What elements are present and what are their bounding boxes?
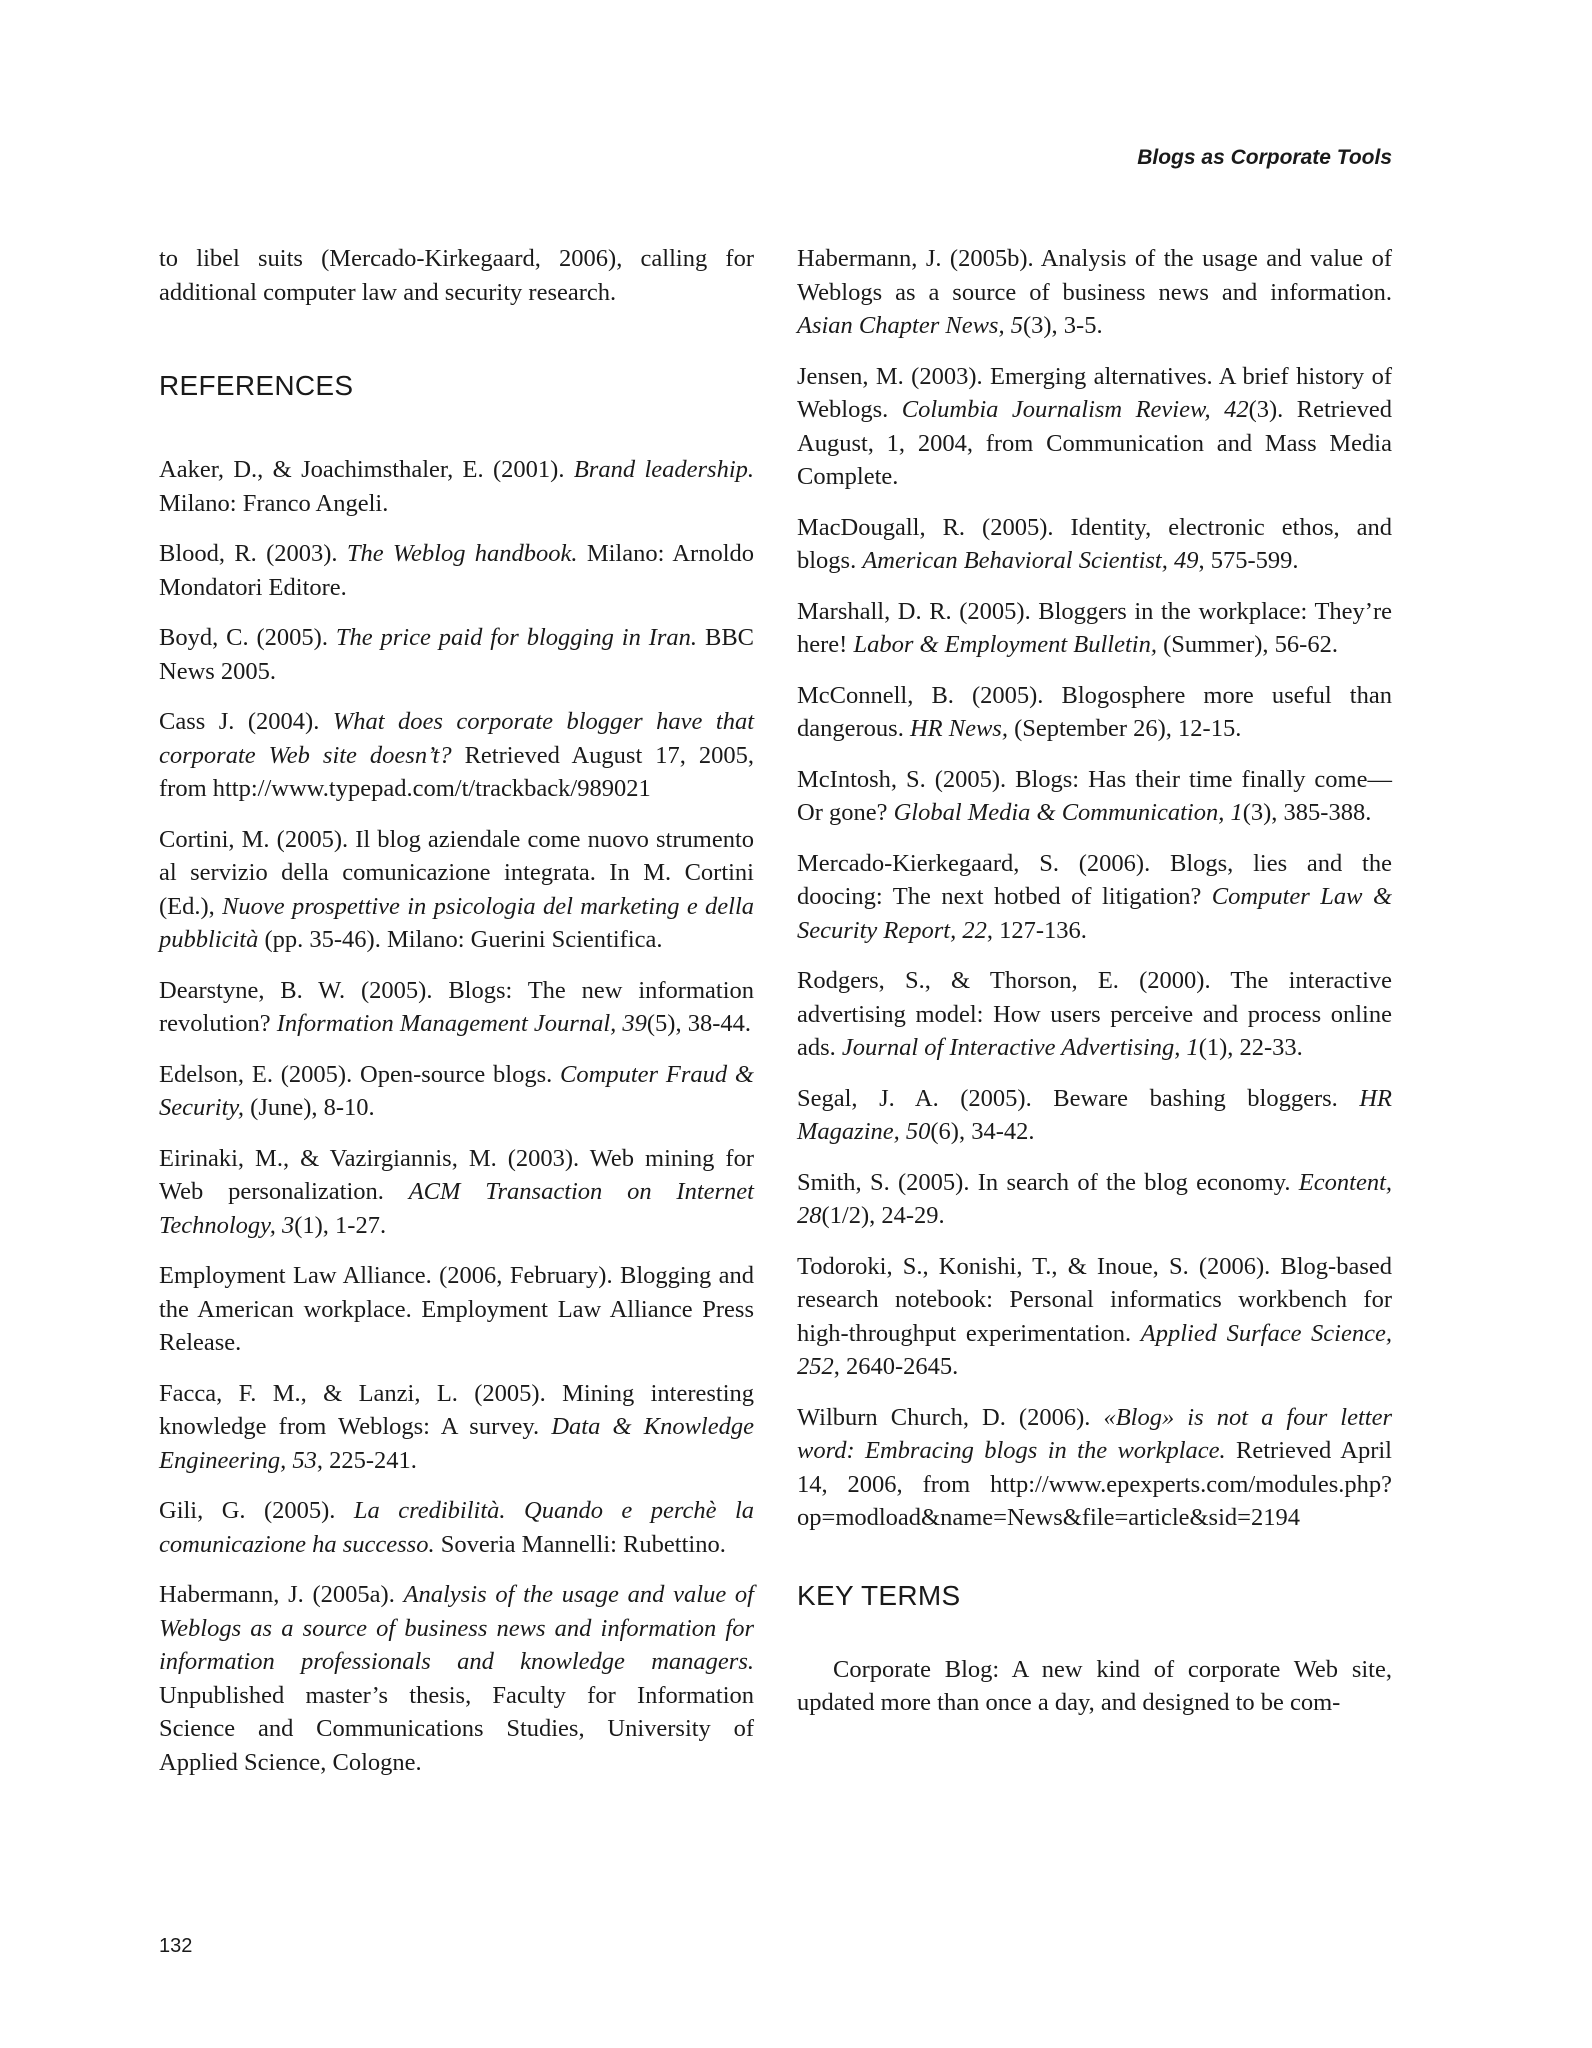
reference-item: Cass J. (2004). What does corporate blogger have that corporate Web site doesn’t? Retrieved August 17, 2005, from http://www.typepad.com/t/trackback/989021 xyxy=(159,708,755,802)
reference-item: Mercado-Kierkegaard, S. (2006). Blogs, lies and the doocing: The next hotbed of litigation? Computer Law & Security Report, 22, 127-136. xyxy=(797,849,1393,944)
reference-item: Boyd, C. (2005). The price paid for blogging in Iran. BBC News 2005. xyxy=(159,624,754,685)
page-number: 132 xyxy=(159,1935,193,1957)
reference-item: Jensen, M. (2003). Emerging alternatives. A brief history of Weblogs. Columbia Journalism Review, 42(3). Retrieved August, 1, 2004, from Communication and Mass Media Complete. xyxy=(797,362,1392,490)
reference-item: Habermann, J. (2005a). Analysis of the usage and value of Weblogs as a source of business news and information for information professionals and knowledge managers. Unpublished master’s thesis, Faculty for Information Science and Communications Studies, University of Applied Science, Cologne. xyxy=(159,1581,754,1776)
reference-item: MacDougall, R. (2005). Identity, electronic ethos, and blogs. American Behavioral Scientist, 49, 575-599. xyxy=(797,513,1392,574)
reference-item: Habermann, J. (2005b). Analysis of the usage and value of Weblogs as a source of business news and information. Asian Chapter News, 5(3), 3-5. xyxy=(797,245,1392,339)
intro-paragraph: to libel suits (Mercado-Kirkegaard, 2006), calling for additional computer law and security research. xyxy=(159,245,754,306)
reference-item: Gili, G. (2005). La credibilità. Quando e perchè la comunicazione ha successo. Soveria Mannelli: Rubettino. xyxy=(159,1497,755,1558)
reference-item: Rodgers, S., & Thorson, E. (2000). The interactive advertising model: How users perceive and process online ads. Journal of Interactive Advertising, 1(1), 22-33. xyxy=(797,967,1392,1061)
reference-item: McConnell, B. (2005). Blogosphere more useful than dangerous. HR News, (September 26), 12-15. xyxy=(797,681,1392,742)
references-list-left xyxy=(159,453,754,1779)
references-heading: REFERENCES xyxy=(159,370,354,401)
reference-item: Wilburn Church, D. (2006). «Blog» is not a four letter word: Embracing blogs in the workplace. Retrieved April 14, 2006, from http://www.epexperts.com/modules.php?op=modload&name=News&file=article&sid=2194 xyxy=(797,1403,1392,1531)
reference-item: Employment Law Alliance. (2006, February). Blogging and the American workplace. Employment Law Alliance Press Release. xyxy=(159,1262,754,1356)
reference-item: Edelson, E. (2005). Open-source blogs. Computer Fraud & Security, (June), 8-10. xyxy=(159,1060,754,1121)
key-terms-heading: KEY TERMS xyxy=(797,1579,961,1611)
reference-item: Blood, R. (2003). The Weblog handbook. Milano: Arnoldo Mondatori Editore. xyxy=(159,540,754,601)
right-column xyxy=(797,242,1392,1720)
reference-item: Smith, S. (2005). In search of the blog economy. Econtent, 28(1/2), 24-29. xyxy=(797,1168,1392,1229)
reference-item: Aaker, D., & Joachimsthaler, E. (2001). Brand leadership. Milano: Franco Angeli. xyxy=(159,456,755,517)
key-terms-definition: Corporate Blog: A new kind of corporate Web site, updated more than once a day, and designed to be com- xyxy=(797,1655,1392,1716)
running-head: Blogs as Corporate Tools xyxy=(1137,146,1392,169)
reference-item: Eirinaki, M., & Vazirgiannis, M. (2003). Web mining for Web personalization. ACM Transaction on Internet Technology, 3(1), 1-27. xyxy=(159,1144,754,1239)
references-list-right xyxy=(797,242,1392,1535)
left-column xyxy=(159,242,754,1779)
reference-item: Segal, J. A. (2005). Beware bashing bloggers. HR Magazine, 50(6), 34-42. xyxy=(797,1084,1392,1145)
reference-item: Facca, F. M., & Lanzi, L. (2005). Mining interesting knowledge from Weblogs: A survey. Data & Knowledge Engineering, 53, 225-241. xyxy=(159,1379,754,1474)
reference-item: Marshall, D. R. (2005). Bloggers in the workplace: They’re here! Labor & Employment Bulletin, (Summer), 56-62. xyxy=(797,597,1392,658)
reference-item: Cortini, M. (2005). Il blog aziendale come nuovo strumento al servizio della comunicazione integrata. In M. Cortini (Ed.), Nuove prospettive in psicologia del marketing e della pubblicità (pp. 35-46). Milano: Guerini Scientifica. xyxy=(159,825,754,953)
reference-item: Todoroki, S., Konishi, T., & Inoue, S. (2006). Blog-based research notebook: Personal informatics workbench for high-throughput experimentation. Applied Surface Science, 252, 2640-2645. xyxy=(797,1252,1392,1380)
reference-item: McIntosh, S. (2005). Blogs: Has their time finally come—Or gone? Global Media & Communication, 1(3), 385-388. xyxy=(797,765,1392,826)
reference-item: Dearstyne, B. W. (2005). Blogs: The new information revolution? Information Management Journal, 39(5), 38-44. xyxy=(159,976,754,1037)
